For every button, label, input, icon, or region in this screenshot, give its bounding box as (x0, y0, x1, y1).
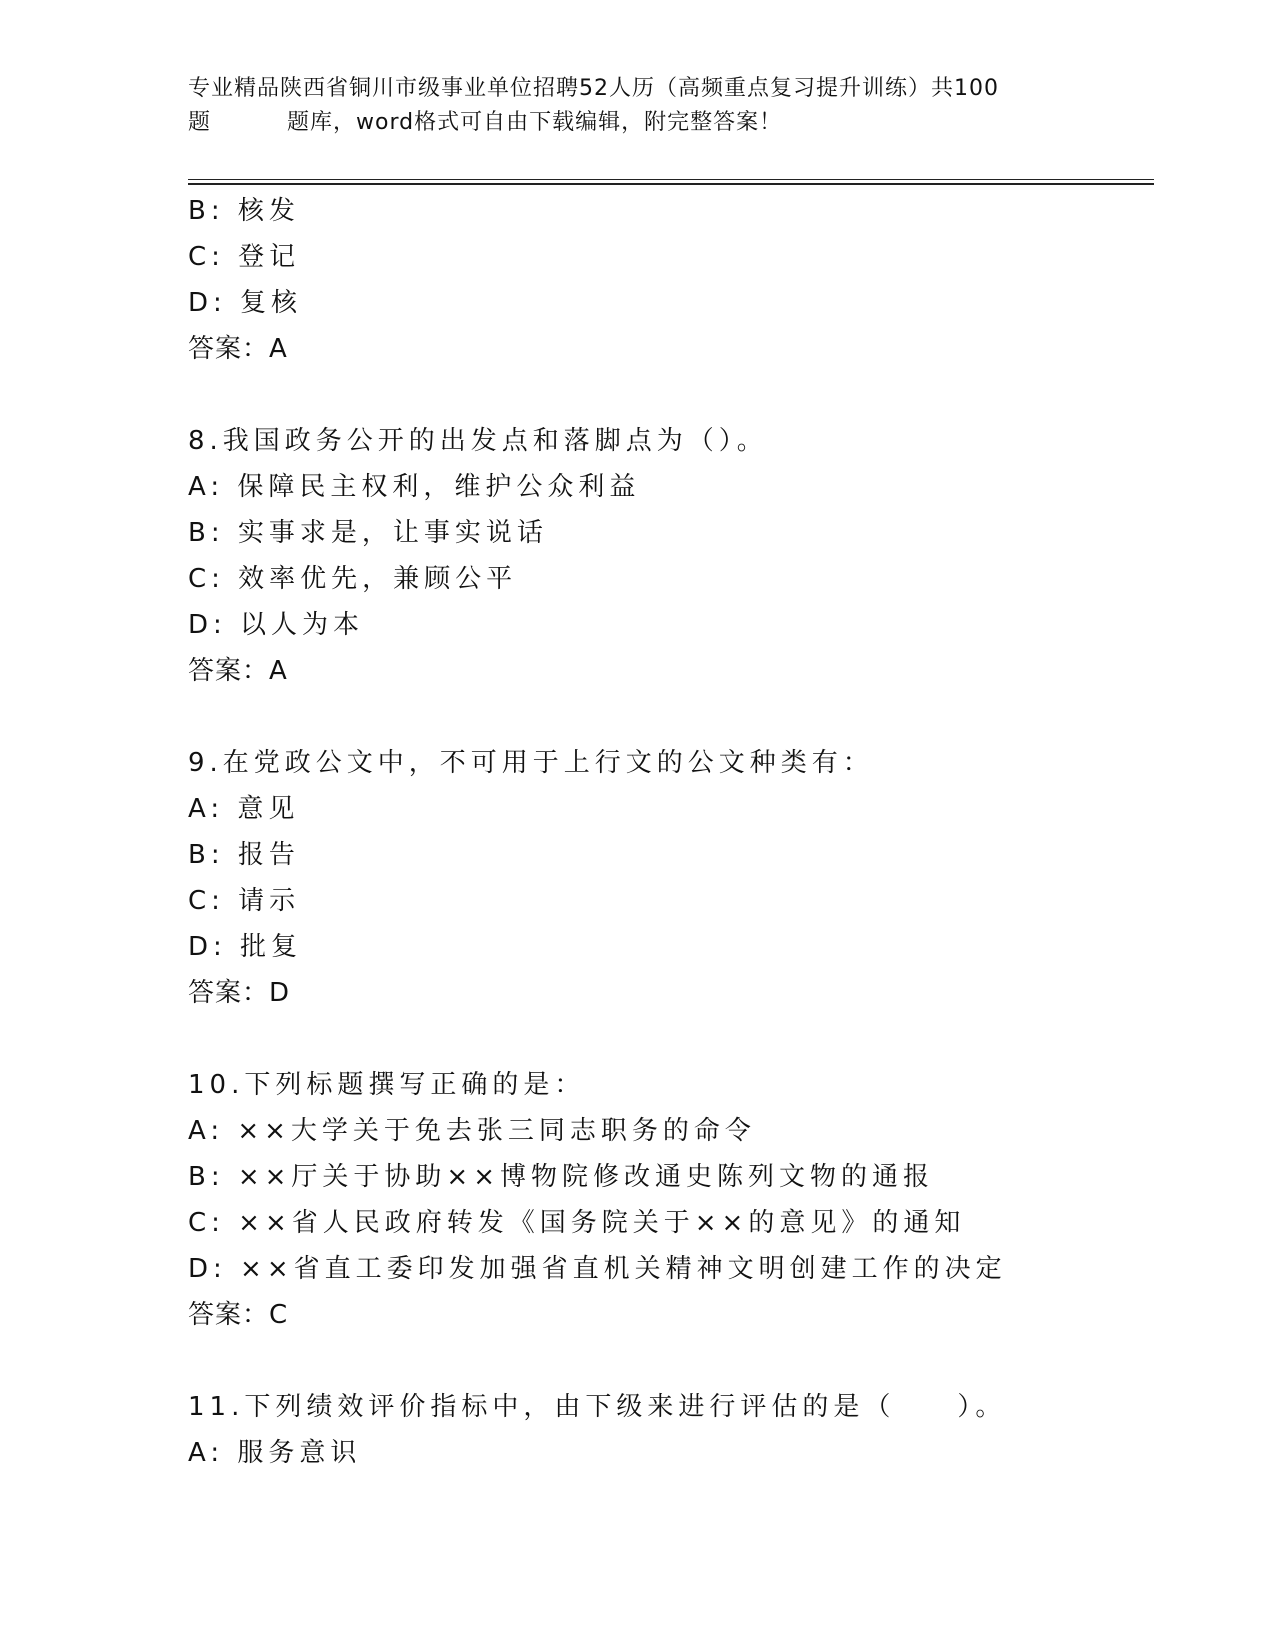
question-9-block (188, 740, 1148, 1016)
question-8-option-d: D: 以人为本 (188, 610, 365, 640)
header-divider-thin (188, 179, 1154, 180)
question-10-option-b: B: ××厅关于协助××博物院修改通史陈列文物的通报 (188, 1162, 935, 1192)
question-8-text: 8.我国政务公开的出发点和落脚点为（）。 (188, 426, 768, 456)
question-10-option-d: D: ××省直工委印发加强省直机关精神文明创建工作的决定 (188, 1254, 1007, 1284)
header-title-line1: 专业精品陕西省铜川市级事业单位招聘52人历（高频重点复习提升训练）共100 (188, 76, 999, 101)
header-title-line2-end: 题库，word格式可自由下载编辑，附完整答案！ (287, 110, 783, 135)
question-8-block (188, 418, 1148, 694)
question-spacer (188, 372, 1148, 418)
header-title-line2 (188, 106, 1088, 140)
question-8-option-b: B: 实事求是，让事实说话 (188, 518, 548, 548)
question-10-option-a: A: ××大学关于免去张三同志职务的命令 (188, 1116, 756, 1146)
question-spacer (188, 694, 1148, 740)
question-9-text: 9.在党政公文中，不可用于上行文的公文种类有： (188, 748, 874, 778)
question-spacer (188, 1338, 1148, 1384)
question-9-option-d: D: 批复 (188, 932, 303, 962)
question-10-answer: 答案：C (188, 1300, 289, 1330)
question-8-answer: 答案：A (188, 656, 288, 686)
question-10-text: 10.下列标题撰写正确的是： (188, 1070, 586, 1100)
question-10-option-c: C: ××省人民政府转发《国务院关于××的意见》的通知 (188, 1208, 966, 1238)
question-7-block (188, 188, 1148, 372)
question-spacer (188, 1016, 1148, 1062)
header-divider-thick (188, 183, 1154, 185)
header-gap (211, 106, 287, 140)
question-7-answer: 答案：A (188, 334, 288, 364)
question-11-text: 11.下列绩效评价指标中，由下级来进行评估的是（ ）。 (188, 1392, 1007, 1422)
question-list (188, 188, 1148, 1476)
question-8-option-c: C: 效率优先，兼顾公平 (188, 564, 518, 594)
question-11-option-a: A: 服务意识 (188, 1438, 362, 1468)
question-7-option-c: C: 登记 (188, 242, 301, 272)
question-9-option-a: A: 意见 (188, 794, 300, 824)
header-title-line2-start: 题 (188, 110, 212, 135)
question-9-answer: 答案：D (188, 978, 291, 1008)
question-7-option-d: D: 复核 (188, 288, 303, 318)
question-10-block (188, 1062, 1148, 1338)
question-9-option-c: C: 请示 (188, 886, 301, 916)
question-7-option-b: B: 核发 (188, 196, 300, 226)
question-8-option-a: A: 保障民主权利，维护公众利益 (188, 472, 641, 502)
question-9-option-b: B: 报告 (188, 840, 300, 870)
question-11-block (188, 1384, 1148, 1476)
page-header (188, 72, 1088, 140)
